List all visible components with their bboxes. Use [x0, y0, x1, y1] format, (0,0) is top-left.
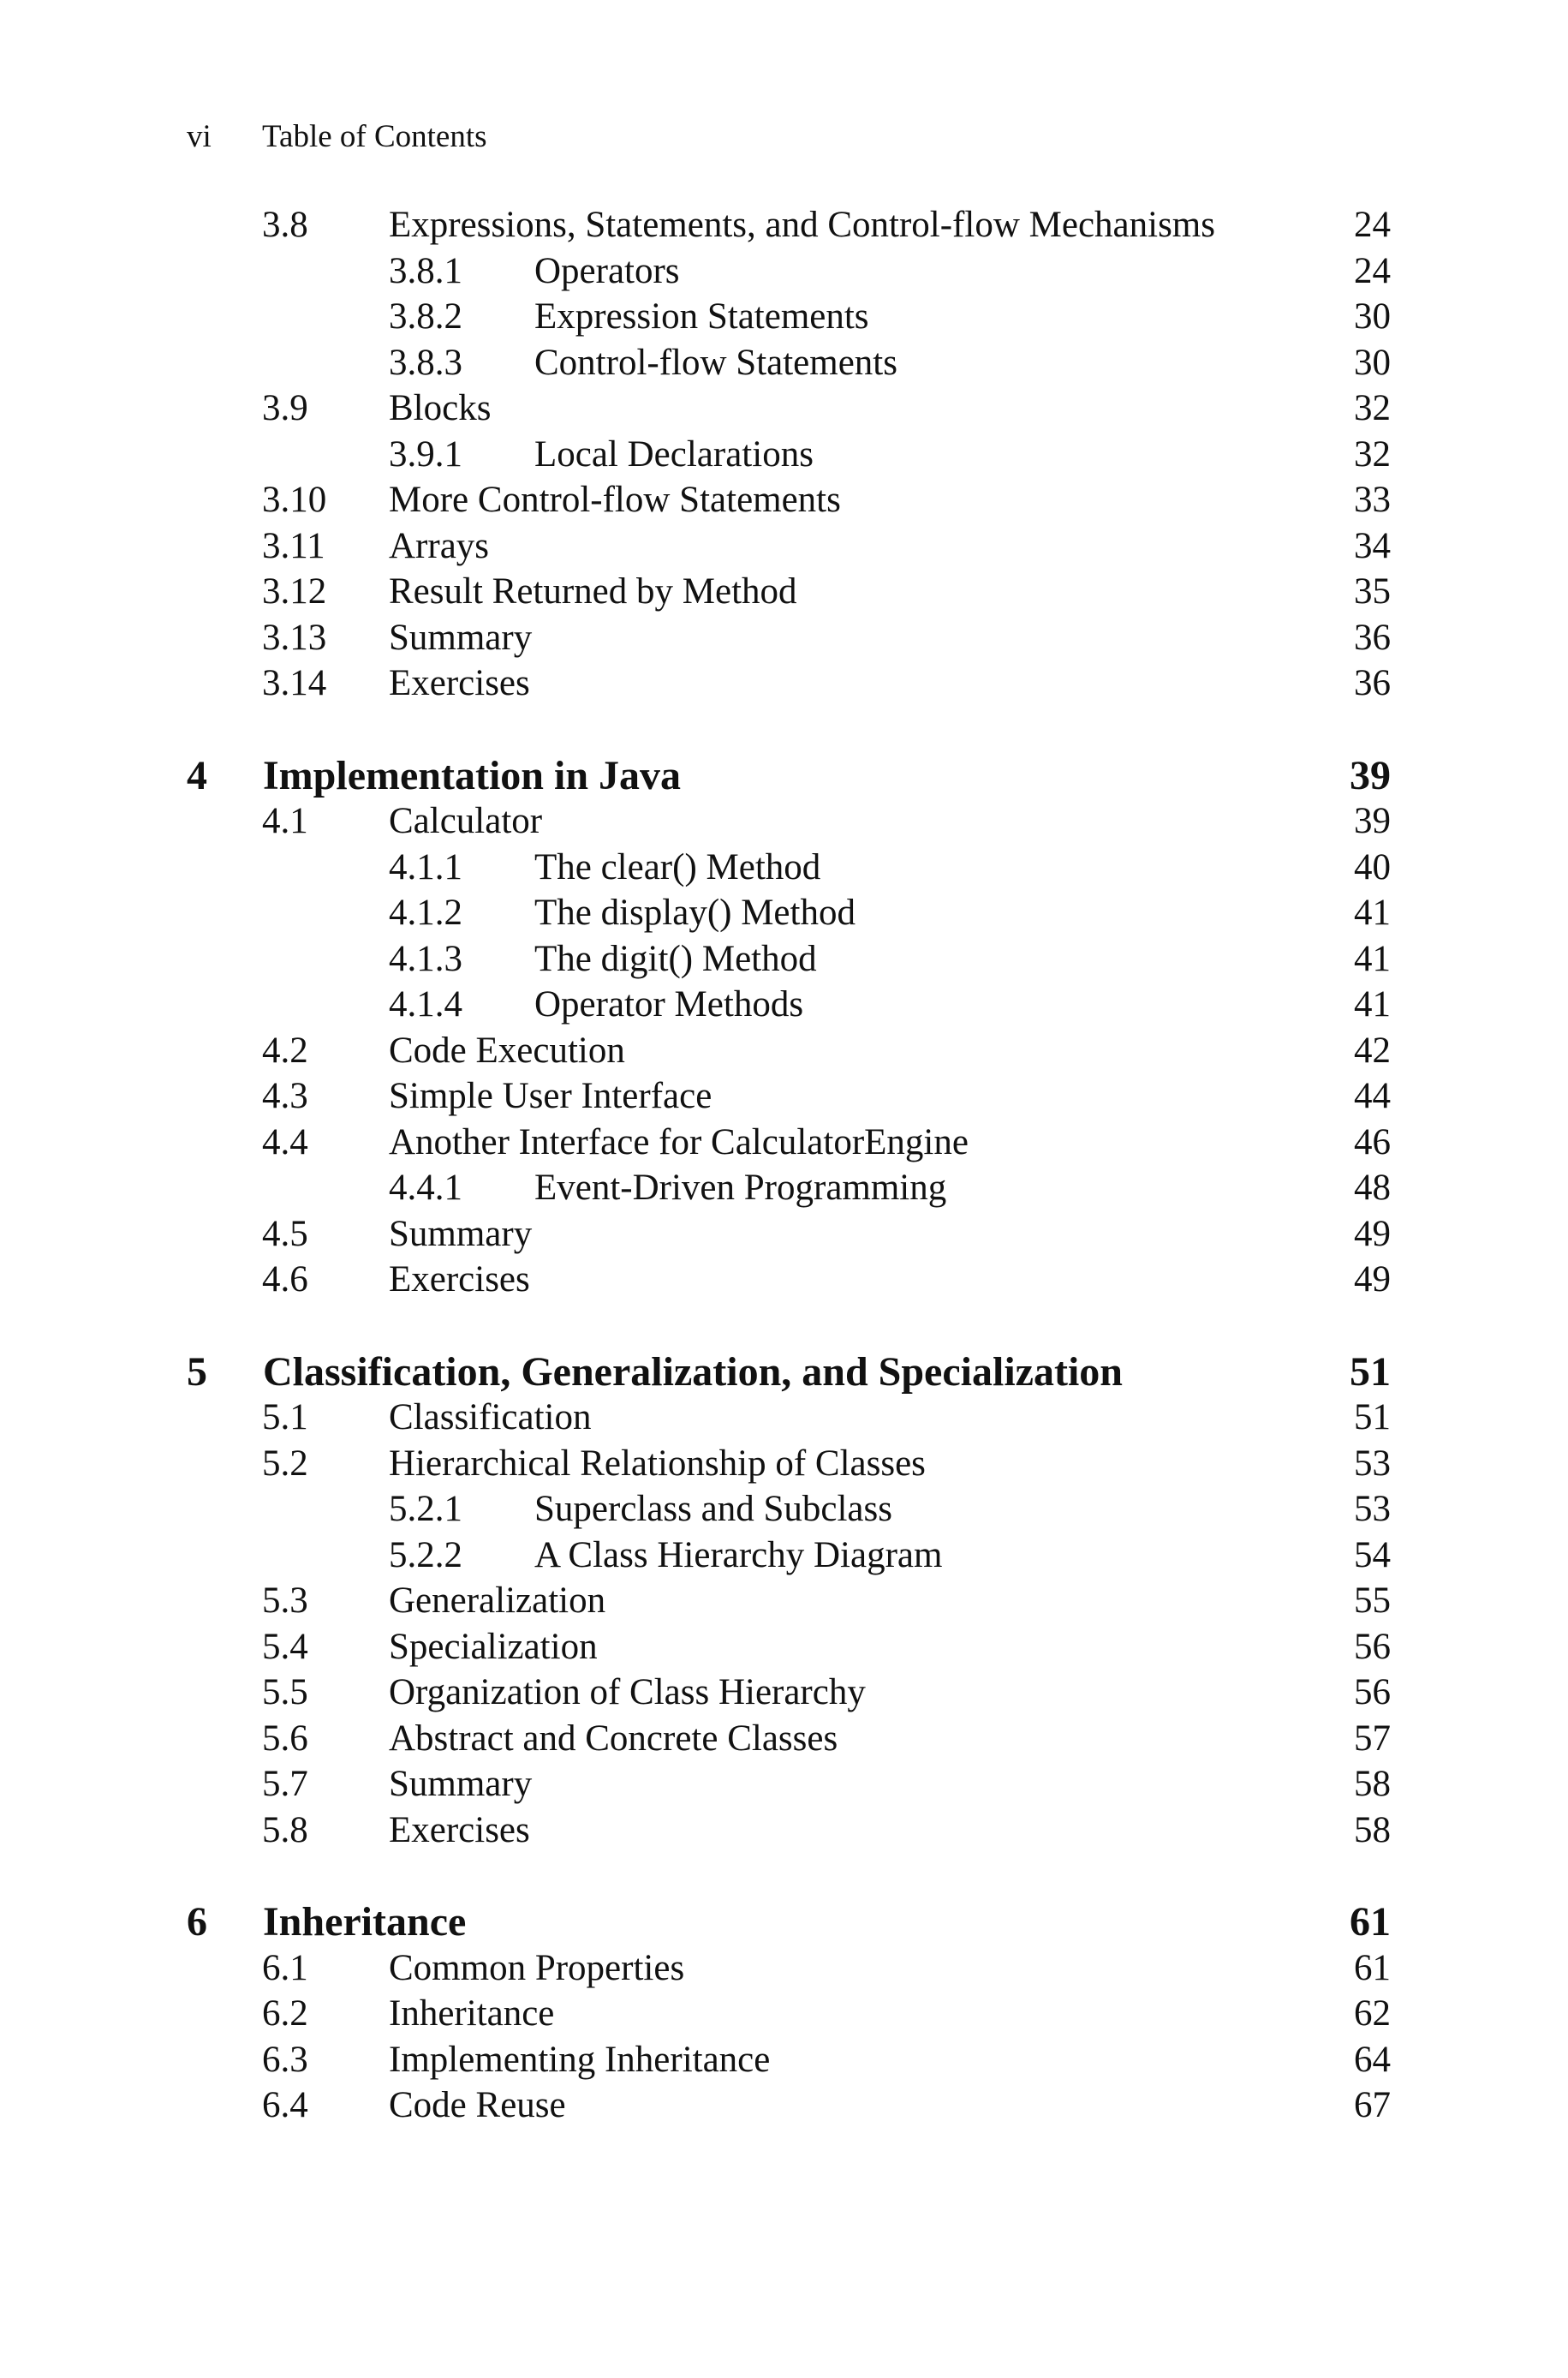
toc-entry-page-number: 34 [1354, 525, 1391, 566]
toc-entry-title: Organization of Class Hierarchy [389, 1672, 866, 1712]
toc-entry-number: 3.8.3 [389, 342, 462, 383]
toc-section-entry [187, 1807, 1391, 1854]
toc-section-entry [187, 1761, 1391, 1807]
toc-subsection-entry [187, 982, 1391, 1028]
toc-entry-page-number: 56 [1354, 1672, 1391, 1712]
toc-entry-page-number: 56 [1354, 1626, 1391, 1667]
toc-subsection-entry [187, 845, 1391, 891]
toc-section-entry [187, 798, 1391, 845]
toc-entry-page-number: 35 [1354, 571, 1391, 612]
toc-entry-number: 5.2 [262, 1443, 308, 1484]
toc-entry-title: A Class Hierarchy Diagram [534, 1534, 943, 1575]
toc-entry-title: Common Properties [389, 1947, 685, 1988]
toc-entry-number: 6 [187, 1899, 207, 1945]
toc-section-entry [187, 1028, 1391, 1074]
toc-entry-page-number: 58 [1354, 1764, 1391, 1804]
toc-section-entry [187, 1395, 1391, 1441]
toc-section-entry [187, 1624, 1391, 1670]
toc-entry-title: Operator Methods [534, 984, 804, 1025]
toc-entry-title: Summary [389, 1213, 533, 1254]
toc-section-entry [187, 1991, 1391, 2037]
toc-section-entry [187, 202, 1391, 248]
toc-entry-title: Arrays [389, 525, 490, 566]
toc-entry-page-number: 46 [1354, 1121, 1391, 1162]
toc-section-entry [187, 1257, 1391, 1303]
toc-subsection-entry [187, 1486, 1391, 1533]
toc-entry-page-number: 32 [1354, 433, 1391, 475]
toc-section-entry [187, 660, 1391, 707]
toc-section-entry [187, 1945, 1391, 1992]
toc-section-entry [187, 1441, 1391, 1487]
toc-entry-page-number: 54 [1354, 1534, 1391, 1575]
toc-subsection-entry [187, 248, 1391, 295]
toc-entry-page-number: 41 [1354, 893, 1391, 933]
toc-entry-title: Implementing Inheritance [389, 2039, 771, 2080]
toc-entry-number: 5.7 [262, 1764, 308, 1804]
toc-entry-number: 5.4 [262, 1626, 308, 1667]
toc-entry-title: Classification [389, 1397, 592, 1437]
toc-entry-number: 4.1.2 [389, 893, 462, 933]
toc-entry-number: 5.3 [262, 1580, 308, 1621]
toc-entry-number: 6.2 [262, 1993, 308, 2034]
toc-entry-page-number: 61 [1350, 1899, 1391, 1945]
toc-section-entry [187, 523, 1391, 570]
toc-entry-number: 5.2.1 [389, 1489, 462, 1529]
running-title: Table of Contents [262, 119, 487, 154]
toc-entry-number: 5.1 [262, 1397, 308, 1437]
toc-section-entry [187, 2037, 1391, 2083]
toc-entry-number: 3.8.2 [389, 296, 462, 337]
toc-section-entry [187, 1578, 1391, 1624]
toc-entry-title: Implementation in Java [263, 752, 682, 798]
toc-section-entry [187, 1716, 1391, 1762]
toc-subsection-entry [187, 340, 1391, 386]
toc-entry-title: Summary [389, 617, 533, 658]
toc-entry-number: 5.6 [262, 1718, 308, 1759]
toc-entry-title: Generalization [389, 1580, 606, 1621]
toc-chapter-entry [187, 1349, 1391, 1395]
toc-entry-page-number: 53 [1354, 1489, 1391, 1529]
toc-subsection-entry [187, 294, 1391, 340]
toc-entry-title: Operators [534, 250, 680, 291]
toc-entry-title: Code Reuse [389, 2085, 566, 2125]
toc-entry-number: 3.11 [262, 525, 325, 566]
toc-entry-page-number: 30 [1354, 342, 1391, 383]
toc-entry-page-number: 24 [1354, 205, 1391, 245]
toc-section-entry [187, 477, 1391, 523]
toc-entry-page-number: 51 [1350, 1348, 1391, 1395]
toc-entry-title: Classification, Generalization, and Specialization [263, 1348, 1123, 1395]
toc-entry-title: Simple User Interface [389, 1076, 712, 1116]
toc-entry-page-number: 39 [1350, 752, 1391, 798]
toc-section-entry [187, 1670, 1391, 1716]
toc-entry-number: 3.8 [262, 205, 308, 245]
toc-entry-number: 4.4 [262, 1121, 308, 1162]
toc-entry-title: Exercises [389, 663, 530, 703]
toc-section-entry [187, 569, 1391, 615]
toc-entry-page-number: 32 [1354, 388, 1391, 428]
toc-entry-title: Exercises [389, 1809, 530, 1850]
toc-entry-page-number: 44 [1354, 1076, 1391, 1116]
toc-entry-number: 6.4 [262, 2085, 308, 2125]
toc-entry-title: Another Interface for CalculatorEngine [389, 1121, 969, 1162]
toc-entry-title: Superclass and Subclass [534, 1489, 892, 1529]
toc-entry-title: Blocks [389, 388, 492, 428]
toc-entry-number: 5 [187, 1348, 207, 1395]
toc-entry-title: Calculator [389, 801, 543, 841]
toc-entry-number: 4.2 [262, 1030, 308, 1071]
toc-entry-page-number: 55 [1354, 1580, 1391, 1621]
toc-entry-title: Specialization [389, 1626, 598, 1667]
toc-entry-title: Hierarchical Relationship of Classes [389, 1443, 926, 1484]
toc-entry-number: 3.13 [262, 617, 327, 658]
toc-entry-page-number: 33 [1354, 480, 1391, 520]
toc-entry-number: 3.12 [262, 571, 327, 612]
toc-entry-page-number: 61 [1354, 1947, 1391, 1988]
toc-entry-number: 3.14 [262, 663, 327, 703]
toc-entry-page-number: 67 [1354, 2085, 1391, 2125]
toc-entry-number: 6.3 [262, 2039, 308, 2080]
toc-entry-number: 4.6 [262, 1259, 308, 1300]
toc-entry-page-number: 39 [1354, 801, 1391, 841]
toc-entry-number: 4.4.1 [389, 1168, 462, 1208]
toc-entry-page-number: 58 [1354, 1809, 1391, 1850]
toc-entry-page-number: 24 [1354, 250, 1391, 291]
toc-subsection-entry [187, 1533, 1391, 1579]
toc-entry-number: 5.5 [262, 1672, 308, 1712]
toc-entry-number: 4.5 [262, 1213, 308, 1254]
toc-entry-title: Result Returned by Method [389, 571, 797, 612]
toc-entry-number: 4.1.1 [389, 846, 462, 887]
toc-section-entry [187, 1120, 1391, 1166]
toc-entry-page-number: 40 [1354, 846, 1391, 887]
toc-entry-page-number: 30 [1354, 296, 1391, 337]
toc-entry-title: More Control-flow Statements [389, 480, 841, 520]
toc-entry-title: Summary [389, 1764, 533, 1804]
toc-entry-page-number: 36 [1354, 617, 1391, 658]
toc-entry-page-number: 42 [1354, 1030, 1391, 1071]
page-folio: vi [187, 119, 212, 154]
toc-chapter-entry [187, 753, 1391, 799]
toc-subsection-entry [187, 1165, 1391, 1211]
toc-subsection-entry [187, 936, 1391, 983]
toc-entry-number: 3.10 [262, 480, 327, 520]
toc-entry-page-number: 36 [1354, 663, 1391, 703]
toc-entry-page-number: 53 [1354, 1443, 1391, 1484]
toc-section-entry [187, 1211, 1391, 1258]
toc-entry-title: Inheritance [263, 1899, 467, 1945]
toc-entry-number: 4.1 [262, 801, 308, 841]
toc-entry-title: Exercises [389, 1259, 530, 1300]
toc-entry-number: 3.9 [262, 388, 308, 428]
toc-entry-page-number: 41 [1354, 984, 1391, 1025]
toc-section-entry [187, 385, 1391, 432]
toc-entry-number: 4.1.3 [389, 938, 462, 979]
toc-entry-number: 6.1 [262, 1947, 308, 1988]
toc-entry-page-number: 64 [1354, 2039, 1391, 2080]
toc-chapter-entry [187, 1899, 1391, 1945]
toc-entry-page-number: 51 [1354, 1397, 1391, 1437]
toc-section-entry [187, 615, 1391, 661]
toc-entry-number: 5.2.2 [389, 1534, 462, 1575]
toc-subsection-entry [187, 432, 1391, 478]
toc-entry-title: Expression Statements [534, 296, 869, 337]
toc-entry-number: 3.8.1 [389, 250, 462, 291]
toc-entry-page-number: 62 [1354, 1993, 1391, 2034]
toc-entry-title: Inheritance [389, 1993, 555, 2034]
running-head [187, 118, 487, 156]
toc-section-entry [187, 2082, 1391, 2129]
toc-subsection-entry [187, 890, 1391, 936]
toc-entry-title: The clear() Method [534, 846, 821, 887]
toc-entry-title: Control-flow Statements [534, 342, 897, 383]
toc-entry-page-number: 57 [1354, 1718, 1391, 1759]
toc-entry-number: 4.3 [262, 1076, 308, 1116]
toc-entry-title: The display() Method [534, 893, 856, 933]
toc-entry-number: 3.9.1 [389, 433, 462, 475]
toc-entry-page-number: 49 [1354, 1213, 1391, 1254]
toc-section-entry [187, 1073, 1391, 1120]
toc-entry-number: 5.8 [262, 1809, 308, 1850]
toc-entry-number: 4 [187, 752, 207, 798]
toc-entry-title: Code Execution [389, 1030, 625, 1071]
toc-entry-title: Abstract and Concrete Classes [389, 1718, 838, 1759]
table-of-contents [187, 202, 1391, 2129]
toc-entry-page-number: 48 [1354, 1168, 1391, 1208]
toc-entry-title: The digit() Method [534, 938, 817, 979]
toc-entry-title: Expressions, Statements, and Control-flow Mechanisms [389, 205, 1215, 245]
toc-entry-title: Event-Driven Programming [534, 1168, 947, 1208]
toc-entry-title: Local Declarations [534, 433, 814, 475]
toc-entry-page-number: 41 [1354, 938, 1391, 979]
toc-entry-page-number: 49 [1354, 1259, 1391, 1300]
toc-entry-number: 4.1.4 [389, 984, 462, 1025]
